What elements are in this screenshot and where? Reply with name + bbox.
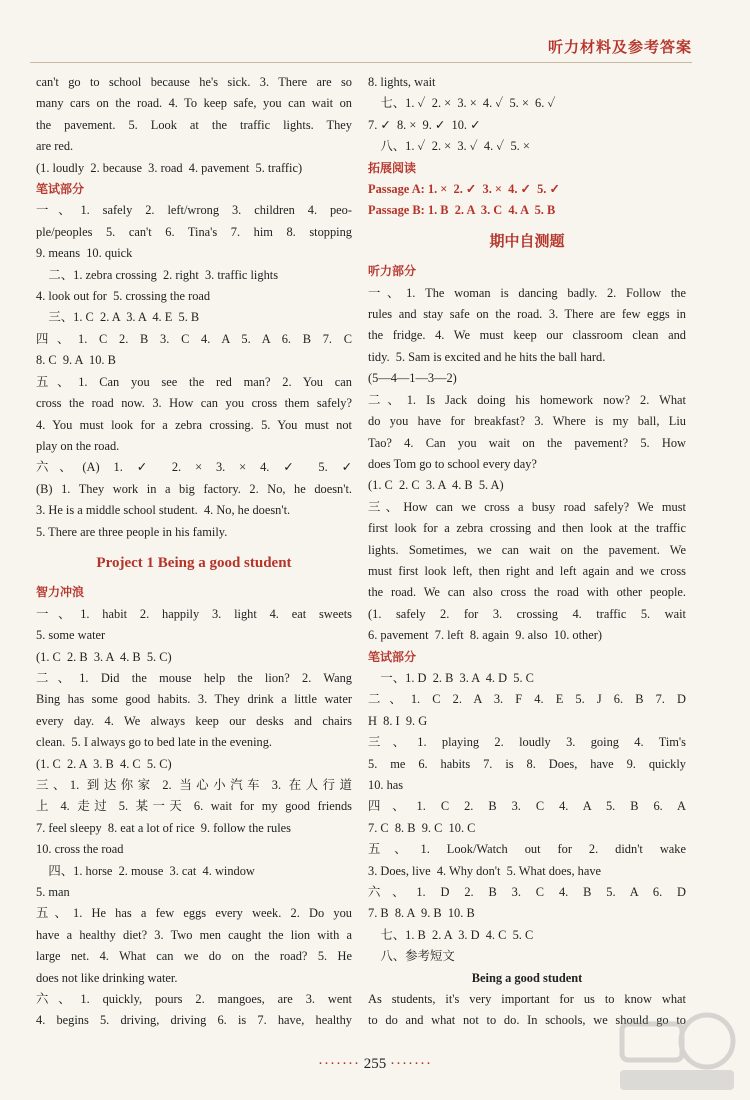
right-line: 听力部分 [368, 264, 417, 279]
right-line: first look for a zebra crossing and then look at the traffic [368, 521, 686, 536]
footer-dots-right: ······· [390, 1056, 432, 1072]
right-line: must first look left, then right and left again and we cross [368, 563, 686, 578]
left-column [36, 72, 352, 1032]
right-line: lights. Sometimes, we can wait on the pavement. We [368, 542, 686, 557]
left-line: (1. C 2. A 3. B 4. C 5. C) [36, 756, 172, 771]
left-line: ple/peoples 5. can't 6. Tina's 7. him 8. stopping [36, 224, 352, 239]
left-line: 一、1. habit 2. happily 3. light 4. eat sweets [36, 606, 352, 621]
left-line: clean. 5. I always go to bed late in the evening. [36, 735, 273, 750]
left-line: play on the road. [36, 438, 120, 453]
right-line: 八、参考短文 [368, 949, 455, 964]
left-line: 六、1. quickly, pours 2. mangoes, are 3. went [36, 992, 352, 1007]
left-line: (1. loudly 2. because 3. road 4. pavement 5. traffic) [36, 160, 303, 175]
right-line: 笔试部分 [368, 649, 417, 664]
page-number: 255 [363, 1056, 387, 1072]
right-line: (1. safely 2. for 3. crossing 4. traffic 5. wait [368, 606, 686, 621]
left-line: can't go to school because he's sick. 3. There are so [36, 75, 352, 89]
right-line: Passage B: 1. B 2. A 3. C 4. A 5. B [368, 203, 556, 218]
watermark-logo-icon [612, 1006, 742, 1096]
right-line: (1. C 2. C 3. A 4. B 5. A) [368, 478, 504, 493]
left-line: have a healthy diet? 3. Two men caught the lion with a [36, 927, 352, 942]
right-line: tidy. 5. Sam is excited and he hits the ball hard. [368, 349, 606, 364]
left-line: 一、1. safely 2. left/wrong 3. children 4. peo- [36, 203, 352, 218]
left-line: 五、1. He has a few eggs every week. 2. Do you [36, 906, 352, 921]
left-line: 二、1. Did the mouse help the lion? 2. Wang [36, 670, 352, 685]
left-line: 笔试部分 [36, 182, 85, 197]
right-line: do you have for breakfast? 3. Where is my ball, Liu [368, 414, 686, 429]
right-line: 期中自测题 [489, 233, 565, 250]
left-line: 二、1. zebra crossing 2. right 3. traffic lights [36, 267, 279, 282]
right-line: 7. C 8. B 9. C 10. C [368, 820, 476, 835]
right-line: 六、1. D 2. B 3. C 4. B 5. A 6. D [368, 885, 686, 900]
right-line: 四、1. C 2. B 3. C 4. A 5. B 6. A [368, 799, 686, 814]
right-line: 五、1. Look/Watch out for 2. didn't wake [368, 842, 686, 857]
left-line: does not like drinking water. [36, 970, 178, 985]
right-line: 8. lights, wait [368, 75, 436, 89]
left-line: 六、(A) 1. ✓ 2. × 3. × 4. ✓ 5. ✓ [36, 460, 352, 475]
left-line: 智力冲浪 [36, 585, 85, 600]
left-line: 4. begins 5. driving, driving 6. is 7. have, healthy [36, 1013, 352, 1028]
left-line: 5. some water [36, 628, 106, 643]
right-line: rules and stay safe on the road. 3. There are few eggs in [368, 307, 686, 322]
right-line: does Tom go to school every day? [368, 456, 537, 471]
left-line: Bing has some good habits. 3. They drink a little water [36, 692, 352, 707]
left-line: many cars on the road. 4. To keep safe, you can wait on [36, 96, 352, 111]
left-line: 上 4. 走过 5. 某一天 6. wait for my good friends [36, 799, 352, 814]
left-line: 5. man [36, 885, 70, 900]
right-line: 拓展阅读 [368, 160, 417, 175]
left-line: 三、1. C 2. A 3. A 4. E 5. B [36, 310, 200, 325]
right-line: 7. ✓ 8. × 9. ✓ 10. ✓ [368, 117, 481, 132]
left-line: 9. means 10. quick [36, 246, 133, 261]
left-line: 5. There are three people in his family. [36, 524, 228, 539]
left-line: Project 1 Being a good student [96, 554, 292, 571]
right-line: 10. has [368, 778, 404, 792]
right-line: 七、1. ✓ 2. × 3. × 4. ✓ 5. × 6. ✓ [368, 96, 556, 111]
right-line: 一、1. The woman is dancing badly. 2. Follow the [368, 285, 686, 300]
left-line: 五、1. Can you see the red man? 2. You can [36, 374, 352, 389]
right-line: 二、1. Is Jack doing his homework now? 2. What [368, 392, 686, 407]
right-line: 7. B 8. A 9. B 10. B [368, 906, 475, 921]
left-line: 4. look out for 5. crossing the road [36, 289, 211, 304]
left-line: 4. You must look for a zebra crossing. 5. You must not [36, 417, 352, 432]
right-line: 6. pavement 7. left 8. again 9. also 10. other) [368, 628, 602, 643]
left-line: 3. He is a middle school student. 4. No, he doesn't. [36, 503, 291, 518]
right-line: Tao? 4. Can you wait on the pavement? 5. How [368, 435, 686, 450]
left-line: every day. 4. We always keep our desks and chairs [36, 713, 352, 728]
left-line: cross the road now. 3. How can you cross them safely? [36, 396, 352, 411]
right-line: As students, it's very important for us to know what [368, 992, 686, 1007]
right-line: H 8. I 9. G [368, 713, 428, 728]
header-divider [30, 62, 692, 63]
right-line: 一、1. D 2. B 3. A 4. D 5. C [368, 670, 534, 685]
right-line: 七、1. B 2. A 3. D 4. C 5. C [368, 927, 534, 942]
left-line: 10. cross the road [36, 842, 124, 857]
page-header-title: 听力材料及参考答案 [547, 38, 692, 56]
right-line: 三、How can we cross a busy road safely? We must [368, 499, 686, 514]
left-line: the pavement. 5. Look at the traffic lights. They [36, 117, 352, 132]
right-line: the fridge. 4. We must keep our classroom clean and [368, 328, 686, 343]
left-line: 三、1. 到达你家 2. 当心小汽车 3. 在人行道 [36, 778, 352, 792]
right-line: to do and what not to do. In schools, we should go to [368, 1013, 686, 1028]
footer-dots-left: ······· [318, 1056, 360, 1072]
left-line: (B) 1. They work in a big factory. 2. No, he doesn't. [36, 481, 352, 496]
right-line: 二、1. C 2. A 3. F 4. E 5. J 6. B 7. D [368, 692, 686, 707]
left-line: (1. C 2. B 3. A 4. B 5. C) [36, 649, 172, 664]
right-column [368, 72, 686, 1032]
right-line: the road. We can also cross the road with other people. [368, 585, 686, 600]
right-line: 3. Does, live 4. Why don't 5. What does, have [368, 863, 602, 878]
right-line: 三、1. playing 2. loudly 3. going 4. Tim's [368, 735, 686, 750]
right-line: Being a good student [471, 970, 583, 985]
left-line: 四、1. C 2. B 3. C 4. A 5. A 6. B 7. C [36, 331, 352, 346]
left-line: are red. [36, 139, 74, 154]
right-line: (5—4—1—3—2) [368, 371, 457, 386]
right-line: 5. me 6. habits 7. is 8. Does, have 9. quickly [368, 756, 686, 771]
left-line: 四、1. horse 2. mouse 3. cat 4. window [36, 863, 255, 878]
right-line: Passage A: 1. × 2. ✓ 3. × 4. ✓ 5. ✓ [368, 182, 560, 197]
left-line: 8. C 9. A 10. B [36, 353, 116, 368]
left-line: large net. 4. What can we do on the road? 5. He [36, 949, 352, 964]
right-line: 八、1. ✓ 2. × 3. ✓ 4. ✓ 5. × [368, 139, 530, 154]
left-line: 7. feel sleepy 8. eat a lot of rice 9. follow the rules [36, 820, 291, 835]
